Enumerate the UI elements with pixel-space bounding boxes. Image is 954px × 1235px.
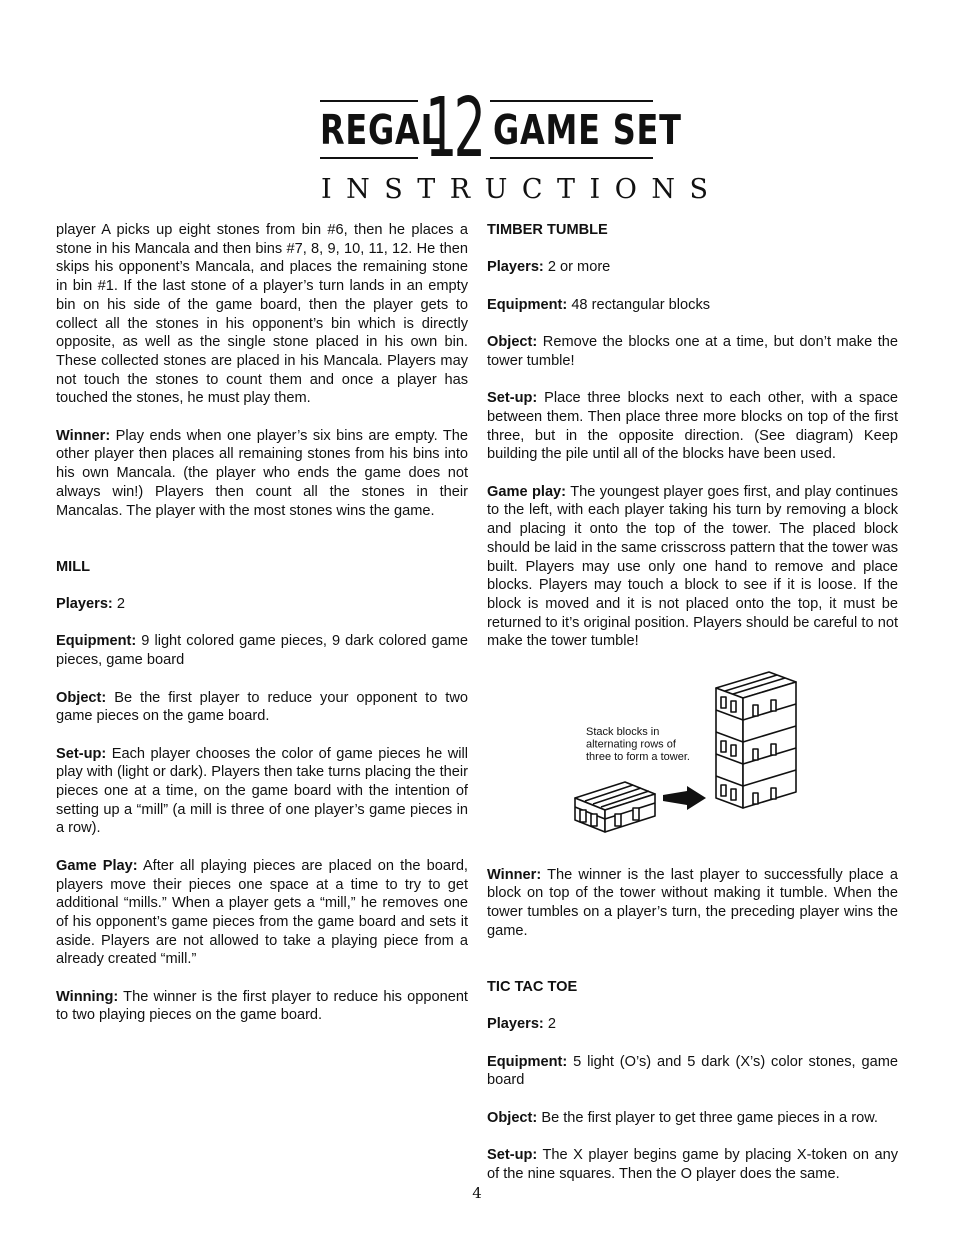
mill-title: MILL [56, 558, 91, 575]
right-column [487, 221, 898, 1202]
mill-winning [56, 988, 468, 1025]
timber-object [487, 333, 898, 370]
timber-equipment-label: Equipment: [487, 296, 568, 313]
mill-object-text: Be the first player to reduce your opponent to two game pieces on the game board. [56, 689, 468, 725]
timber-title: TIMBER TUMBLE [487, 222, 608, 238]
tower-icon [716, 672, 796, 808]
mill-equipment [56, 632, 468, 669]
header-rule-top-left [320, 100, 418, 102]
mill-object [56, 689, 468, 726]
arrow-right-icon [663, 786, 706, 810]
tictactoe-object-text: Be the first player to get three game pieces in a row. [537, 1109, 878, 1126]
diagram-caption-line-3: three to form a tower. [586, 750, 690, 763]
header-rule-top-right [490, 100, 653, 102]
starter-stack-icon [575, 782, 655, 832]
mill-setup-label: Set-up: [56, 745, 107, 762]
timber-players [487, 258, 898, 277]
timber-gameplay [487, 483, 898, 651]
tictactoe-setup-label: Set-up: [487, 1147, 538, 1164]
mancala-winner-paragraph [56, 427, 468, 521]
left-column [56, 221, 468, 1044]
timber-winner [487, 866, 898, 941]
tictactoe-players [487, 1015, 898, 1034]
brand-left: REGAL [320, 106, 442, 154]
timber-object-label: Object: [487, 334, 538, 351]
header-subtitle: INSTRUCTIONS [321, 174, 723, 205]
timber-players-text: 2 or more [543, 259, 611, 276]
tictactoe-players-text: 2 [543, 1016, 556, 1033]
timber-winner-label: Winner: [487, 866, 542, 883]
mancala-continuation: player A picks up eight stones from bin #6, then he places a stone in his Mancala and then bins #7, 8, 9, 10, 11, 12. He then skips his opponent’s Mancala, and places the remaining stone in bin #1. If the last stone of a player’s turn lands in an empty bin on his side of the game board, then the player gets to collect all the stones in his opponent’s bin which is directly opposite, as well as the single stone placed in his own bin. These collected stones are placed in his Mancala. Players may not touch the stones to count them and once a player has touched the stones, he must play them. [56, 222, 468, 407]
diagram-caption [586, 726, 690, 763]
mill-players-label: Players: [56, 596, 113, 613]
timber-object-text: Remove the blocks one at a time, but don’t make the tower tumble! [487, 334, 898, 369]
timber-setup [487, 389, 898, 464]
mill-gameplay-label: Game Play: [56, 857, 138, 874]
timber-setup-text: Place three blocks next to each other, with a space between them. Then place three more blocks on top of the first three, but in the opposite direction. (See diagram) Keep building the pile until all of the blocks have been used. [487, 390, 898, 463]
brand-right: GAME SET [493, 106, 682, 154]
mill-winning-label: Winning: [56, 988, 119, 1005]
timber-equipment [487, 296, 898, 315]
tictactoe-object [487, 1109, 898, 1128]
mill-players [56, 595, 468, 614]
timber-players-label: Players: [487, 259, 544, 276]
tictactoe-equipment-text: 5 light (O’s) and 5 dark (X’s) color stones, game board [487, 1053, 898, 1089]
tictactoe-equipment [487, 1053, 898, 1090]
brand-number: 12 [425, 81, 483, 176]
tictactoe-equipment-label: Equipment: [487, 1053, 568, 1070]
mill-gameplay-text: After all playing pieces are placed on the board, players move their pieces one space at a time to try to get additional “mills.” When a player gets a “mill,” he removes one of his opponent’s game pieces from the game board and sets it aside. Players are not allowed to take a playing piece from a already created “mill.” [56, 857, 468, 968]
timber-setup-label: Set-up: [487, 390, 538, 407]
timber-gameplay-label: Game play: [487, 483, 567, 500]
mill-equipment-text: 9 light colored game pieces, 9 dark colored game pieces, game board [56, 633, 468, 669]
mill-setup-text: Each player chooses the color of game pieces he will play with (light or dark). Players then take turns placing the their pieces one at a time, on the game board with the intention of setting up a “mill” (a mill is three of one player’s game pieces in a row). [56, 745, 468, 837]
diagram-caption-line-2: alternating rows of [586, 738, 676, 751]
tower-stacking-diagram [487, 670, 898, 856]
mancala-winner-label: Winner: [56, 427, 111, 444]
diagram-caption-line-1: Stack blocks in [586, 725, 660, 738]
mill-players-text: 2 [112, 596, 125, 613]
timber-equipment-text: 48 rectangular blocks [567, 296, 711, 313]
tictactoe-title: TIC TAC TOE [487, 978, 578, 995]
timber-winner-text: The winner is the last player to successfully place a block on top of the tower without making it tumble. When the tower tumbles on a player’s turn, the preceding player wins the game. [487, 866, 898, 939]
timber-gameplay-text: The youngest player goes first, and play continues to the left, with each player taking his turn by removing a block and placing it onto the top of the tower. The placed block should be laid in the same crisscross pattern that the tower was built. Players may use only one hand to remove and place blocks. Players may touch a block to see if it is loose. If the block is moved and it is not placed onto the top, it must be returned to it’s original position. Players should be careful to not make the tower tumble! [487, 483, 898, 650]
mill-equipment-label: Equipment: [56, 633, 137, 650]
mill-object-label: Object: [56, 689, 107, 706]
mill-setup [56, 745, 468, 839]
mill-winning-text: The winner is the first player to reduce his opponent to two playing pieces on the game board. [56, 988, 468, 1024]
tictactoe-setup [487, 1146, 898, 1183]
page-number: 4 [472, 1184, 482, 1202]
header-logo [318, 81, 723, 205]
header-rule-bottom-left [320, 157, 418, 159]
mancala-winner-text: Play ends when one player’s six bins are empty. The other player then places all remaining stones from his bins into his own Mancala. (the player who ends the game does not always win!) Players then count all the stones in their Mancalas. The player with the most stones wins the game. [56, 427, 468, 519]
tictactoe-setup-text: The X player begins game by placing X-token on any of the nine squares. Then the O player does the same. [487, 1147, 898, 1182]
tictactoe-players-label: Players: [487, 1016, 544, 1033]
mill-gameplay [56, 857, 468, 969]
tictactoe-object-label: Object: [487, 1109, 538, 1126]
header-rule-bottom-right [490, 157, 653, 159]
